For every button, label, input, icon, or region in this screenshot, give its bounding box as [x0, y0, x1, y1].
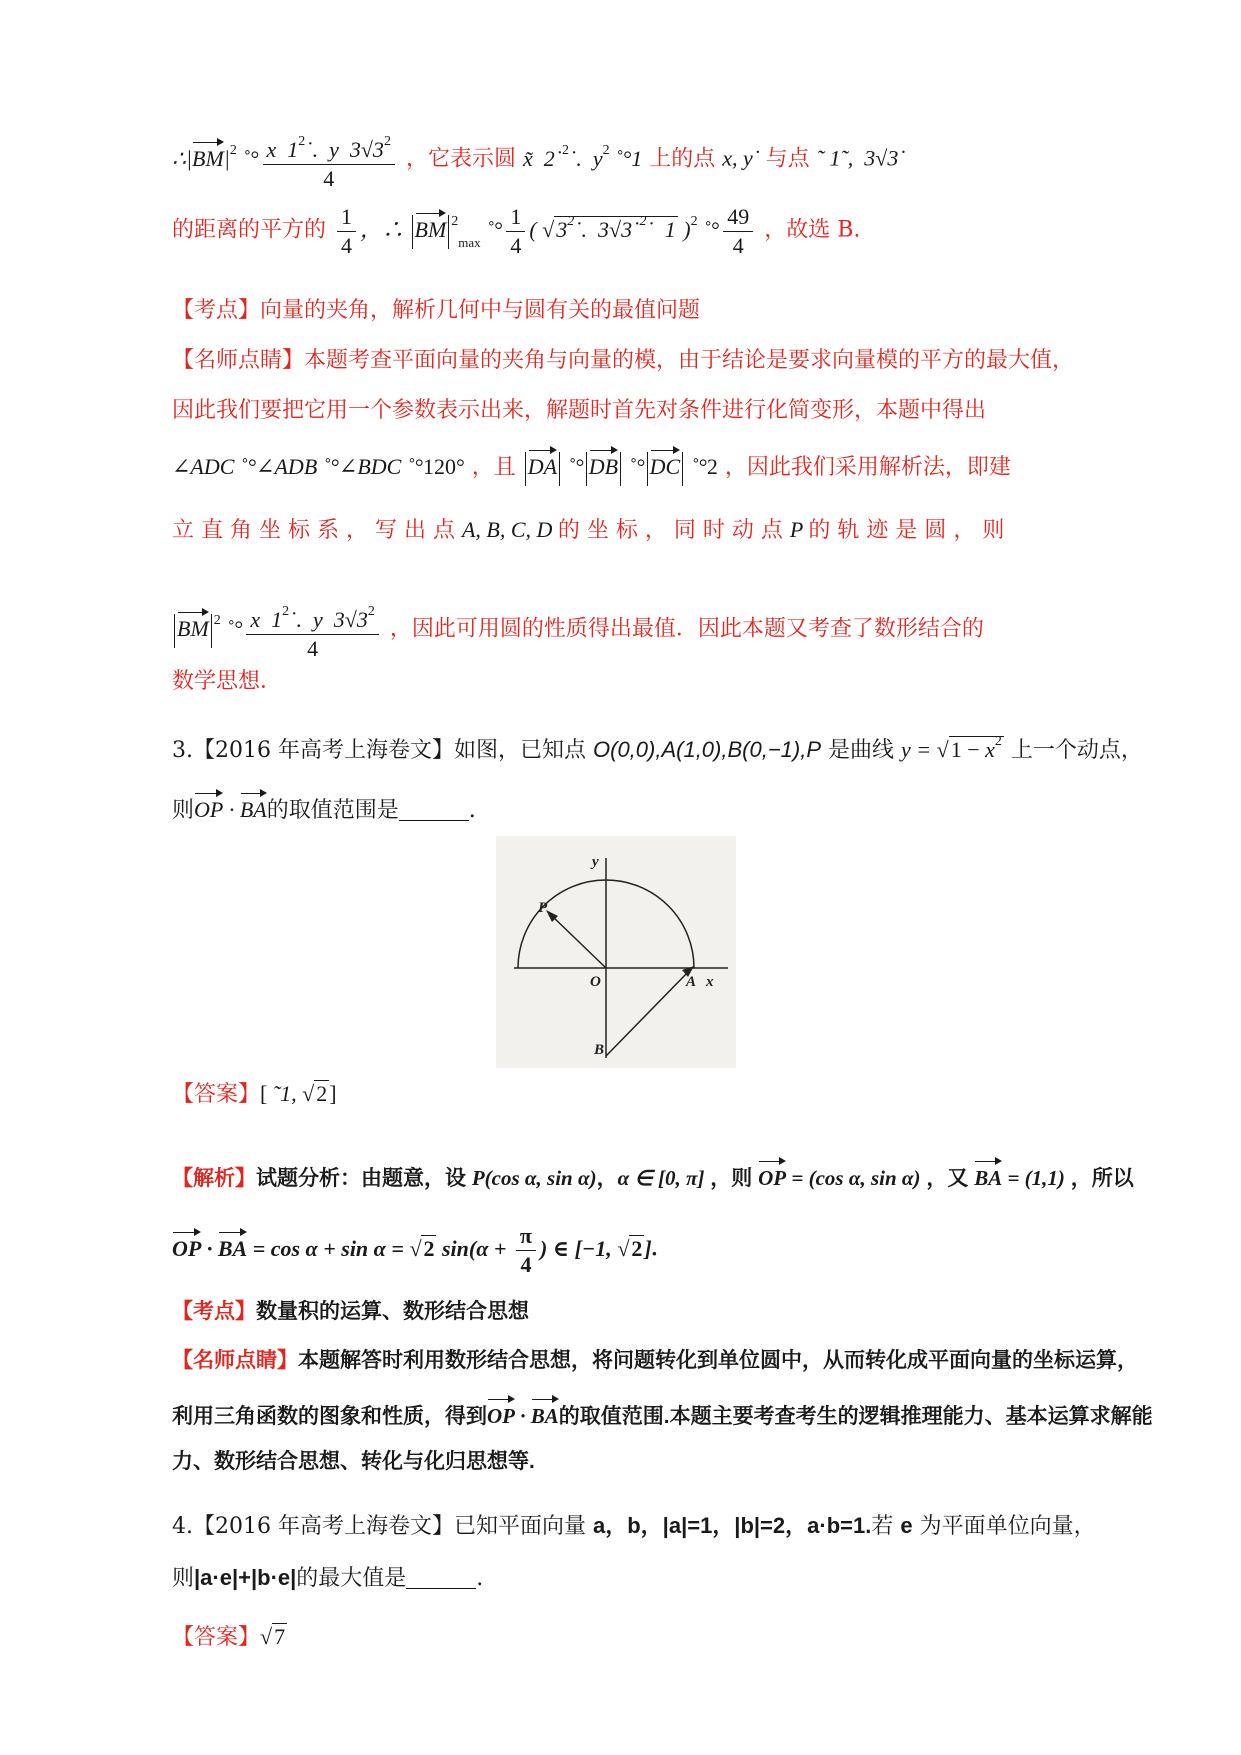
- jiexi-text: ，又: [926, 1167, 969, 1190]
- solution-text: 的距离的平方的: [172, 217, 327, 243]
- solution-text: 与点: [765, 146, 810, 172]
- op-dot-ba: OP · BA: [194, 797, 267, 822]
- points-abcd: A, B, C, D: [461, 517, 558, 542]
- q4-number: 4.: [172, 1514, 193, 1539]
- mingshi-text: 本题解答时利用数形结合思想，将问题转化到单位圆中，从而转化成平面向量的坐标运算，: [298, 1349, 1138, 1372]
- mingshi-line-4: [172, 515, 1004, 546]
- mingshi-label: 【名师点睛】: [172, 348, 305, 373]
- solution-line-2: [172, 203, 860, 260]
- q3-mingshi-line-2: [172, 1397, 1153, 1432]
- q3-text: 的取值范围是: [266, 798, 399, 823]
- unit-circle-figure: [496, 836, 736, 1068]
- label-b: B: [594, 1042, 605, 1058]
- ba-vector: BA = (1,1): [974, 1166, 1065, 1190]
- q4-text: 为平面单位向量，: [919, 1514, 1096, 1539]
- vector-ba: [606, 970, 690, 1056]
- alpha-range: α ∈ [0, π]: [617, 1166, 705, 1190]
- mingshi-text: ，且: [471, 455, 516, 480]
- q3-text: 如图，已知点: [453, 738, 586, 763]
- q3-source: 【2016 年高考上海卷文】: [193, 738, 454, 763]
- q3-stem-line-1: [172, 727, 1143, 766]
- dot-product-result: OP · BA = cos α + sin α = √2 sin(α + $\frac{\pi}{4}$ ) ∈ [−1, √2]: [172, 1223, 652, 1277]
- jiexi-label: 【解析】: [172, 1167, 256, 1190]
- mingshi-text: ，因此我们采用解析法，即建: [724, 455, 1011, 480]
- q3-answer: [ ˜1, √2]: [260, 1081, 337, 1106]
- q3-number: 3.: [172, 738, 193, 763]
- point-xy: x, y˙: [722, 145, 766, 171]
- solution-text: ，它表示圆: [405, 146, 516, 172]
- q3-answer-line: [172, 1079, 337, 1110]
- q4-stem-line-1: [172, 1511, 1096, 1542]
- bm-squared-formula: $\therefore|BM|^2$ ˚° $\frac{x 1^2˙. y 3√3^2}{4}$: [172, 146, 399, 171]
- answer-blank: [399, 820, 469, 821]
- mingshi-line-6: [172, 667, 282, 697]
- q4-text: 已知平面向量: [453, 1514, 586, 1539]
- label-a: A: [686, 974, 697, 990]
- q4-text: 的最大值是: [296, 1566, 407, 1591]
- mingshi-text: 本题考查平面向量的夹角与向量的模，由于结论是要求向量模的平方的最大值，: [304, 348, 1075, 373]
- mingshi-line-3: [172, 448, 1011, 486]
- label-o: O: [590, 974, 601, 990]
- p-coords: P(cos α, sin α): [471, 1166, 597, 1190]
- jiexi-text: 试题分析：由题意，设: [256, 1167, 466, 1190]
- q3-stem-line-2: 则OP · BA的取值范围是 .: [172, 791, 476, 826]
- q4-vectors: a，b，|a|=1，|b|=2，a·b=1.: [593, 1513, 872, 1538]
- q3-text: 上一个动点，: [1010, 738, 1143, 763]
- kaodian-text: 数量积的运算、数形结合思想: [256, 1300, 529, 1323]
- answer-label: 【答案】: [172, 1625, 261, 1650]
- mingshi-text: 的取值范围.本题主要考查考生的逻辑推理能力、基本运算求解能: [558, 1405, 1153, 1428]
- q4-e: e: [900, 1513, 913, 1538]
- kaodian-label: 【考点】: [172, 298, 261, 323]
- max-formula: $\frac{1}{4}$ ，∴ BM $^2_{max}$ ˚° $\frac{1}{4}$ ( $√3^2˙$. 3√3˙$^2$˙ 1 )$^2$ ˚° $\frac{49}{4}$: [333, 217, 757, 242]
- q3-mingshi-line-3: [172, 1447, 535, 1477]
- angle-equation: ∠ADC ˚°∠ADB ˚°∠BDC ˚°120°: [172, 454, 465, 479]
- point-p: P: [789, 517, 809, 542]
- answer-label: 【答案】: [172, 1082, 261, 1107]
- q4-text: 则: [172, 1566, 195, 1591]
- mingshi-text: 数学思想．: [172, 669, 283, 694]
- mingshi-text: 利用三角函数的图象和性质，得到: [172, 1405, 487, 1428]
- op-vector: OP = (cos α, sin α): [758, 1166, 920, 1190]
- q4-answer: √7: [260, 1624, 286, 1649]
- q3-text: 是曲线: [828, 738, 895, 763]
- mingshi-line-5: [172, 598, 984, 663]
- mingshi-text: 力、数形结合思想、转化与化归思想等.: [172, 1450, 535, 1473]
- mingshi-line-1: [172, 346, 1074, 376]
- figure-svg: [496, 836, 736, 1068]
- curve-equation: $y = √1 - x^2$: [901, 734, 1002, 762]
- q4-text: 若: [871, 1514, 894, 1539]
- q4-answer-line: [172, 1622, 287, 1653]
- norm-equation: DA ˚° DB ˚° DC ˚°2: [523, 454, 718, 479]
- vector-op: [550, 914, 606, 968]
- q3-kaodian-line: [172, 1297, 529, 1327]
- mingshi-text: 的 坐 标 ， 同 时 动 点: [557, 518, 783, 543]
- mingshi-line-2: [172, 396, 986, 426]
- q3-jiexi-line-1: 【解析】试题分析：由题意，设 P(cos α, sin α)，α ∈ [0, π] ，则 OP = (cos α, sin α) ，又 BA = (1,1) ，所以: [172, 1159, 1134, 1194]
- mingshi-text: 立 直 角 坐 标 系 ， 写 出 点: [172, 518, 455, 543]
- label-y: y: [592, 854, 599, 870]
- answer-blank: [406, 1588, 476, 1589]
- mingshi-text: 的 轨 迹 是 圆 ， 则: [808, 518, 1005, 543]
- kaodian-line: [172, 296, 700, 326]
- solution-line-1: [172, 128, 906, 193]
- mingshi-label: 【名师点睛】: [172, 1349, 298, 1372]
- mingshi-text: 因此我们要把它用一个参数表示出来，解题时首先对条件进行化简变形，本题中得出: [172, 398, 987, 423]
- op-dot-ba-2: OP · BA: [487, 1404, 559, 1428]
- jiexi-text: ，所以: [1070, 1167, 1134, 1190]
- mingshi-text: ，因此可用圆的性质得出最值．因此本题又考查了数形结合的: [389, 616, 984, 642]
- label-p: P: [538, 900, 548, 916]
- q4-expression: |a·e|+|b·e|: [194, 1565, 297, 1590]
- circle-equation: x̃ 2˙$^2$˙. $y^2$ ˚°1: [522, 142, 643, 171]
- kaodian-label: 【考点】: [172, 1300, 256, 1323]
- point-coords: ˜ 1˜, 3√3˙: [816, 145, 906, 171]
- label-x: x: [706, 974, 714, 990]
- q4-stem-line-2: 则|a·e|+|b·e|的最大值是 .: [172, 1565, 484, 1591]
- solution-text: ，故选 B.: [764, 217, 861, 243]
- bm-formula-2: BM $^2$ ˚° $\frac{x 1^2˙. y 3√3^2}{4}$: [172, 616, 383, 641]
- q3-mingshi-line-1: [172, 1346, 1138, 1376]
- q3-points: O(0,0),A(1,0),B(0,−1),P: [593, 737, 822, 762]
- q3-jiexi-line-2: OP · BA = cos α + sin α = √2 sin(α + $\frac{\pi}{4}$ ) ∈ [−1, √2].: [172, 1223, 658, 1277]
- solution-text: 上的点: [649, 146, 716, 172]
- jiexi-text: ，则: [710, 1167, 753, 1190]
- kaodian-text: 向量的夹角，解析几何中与圆有关的最值问题: [260, 298, 701, 323]
- q4-source: 【2016 年高考上海卷文】: [193, 1514, 454, 1539]
